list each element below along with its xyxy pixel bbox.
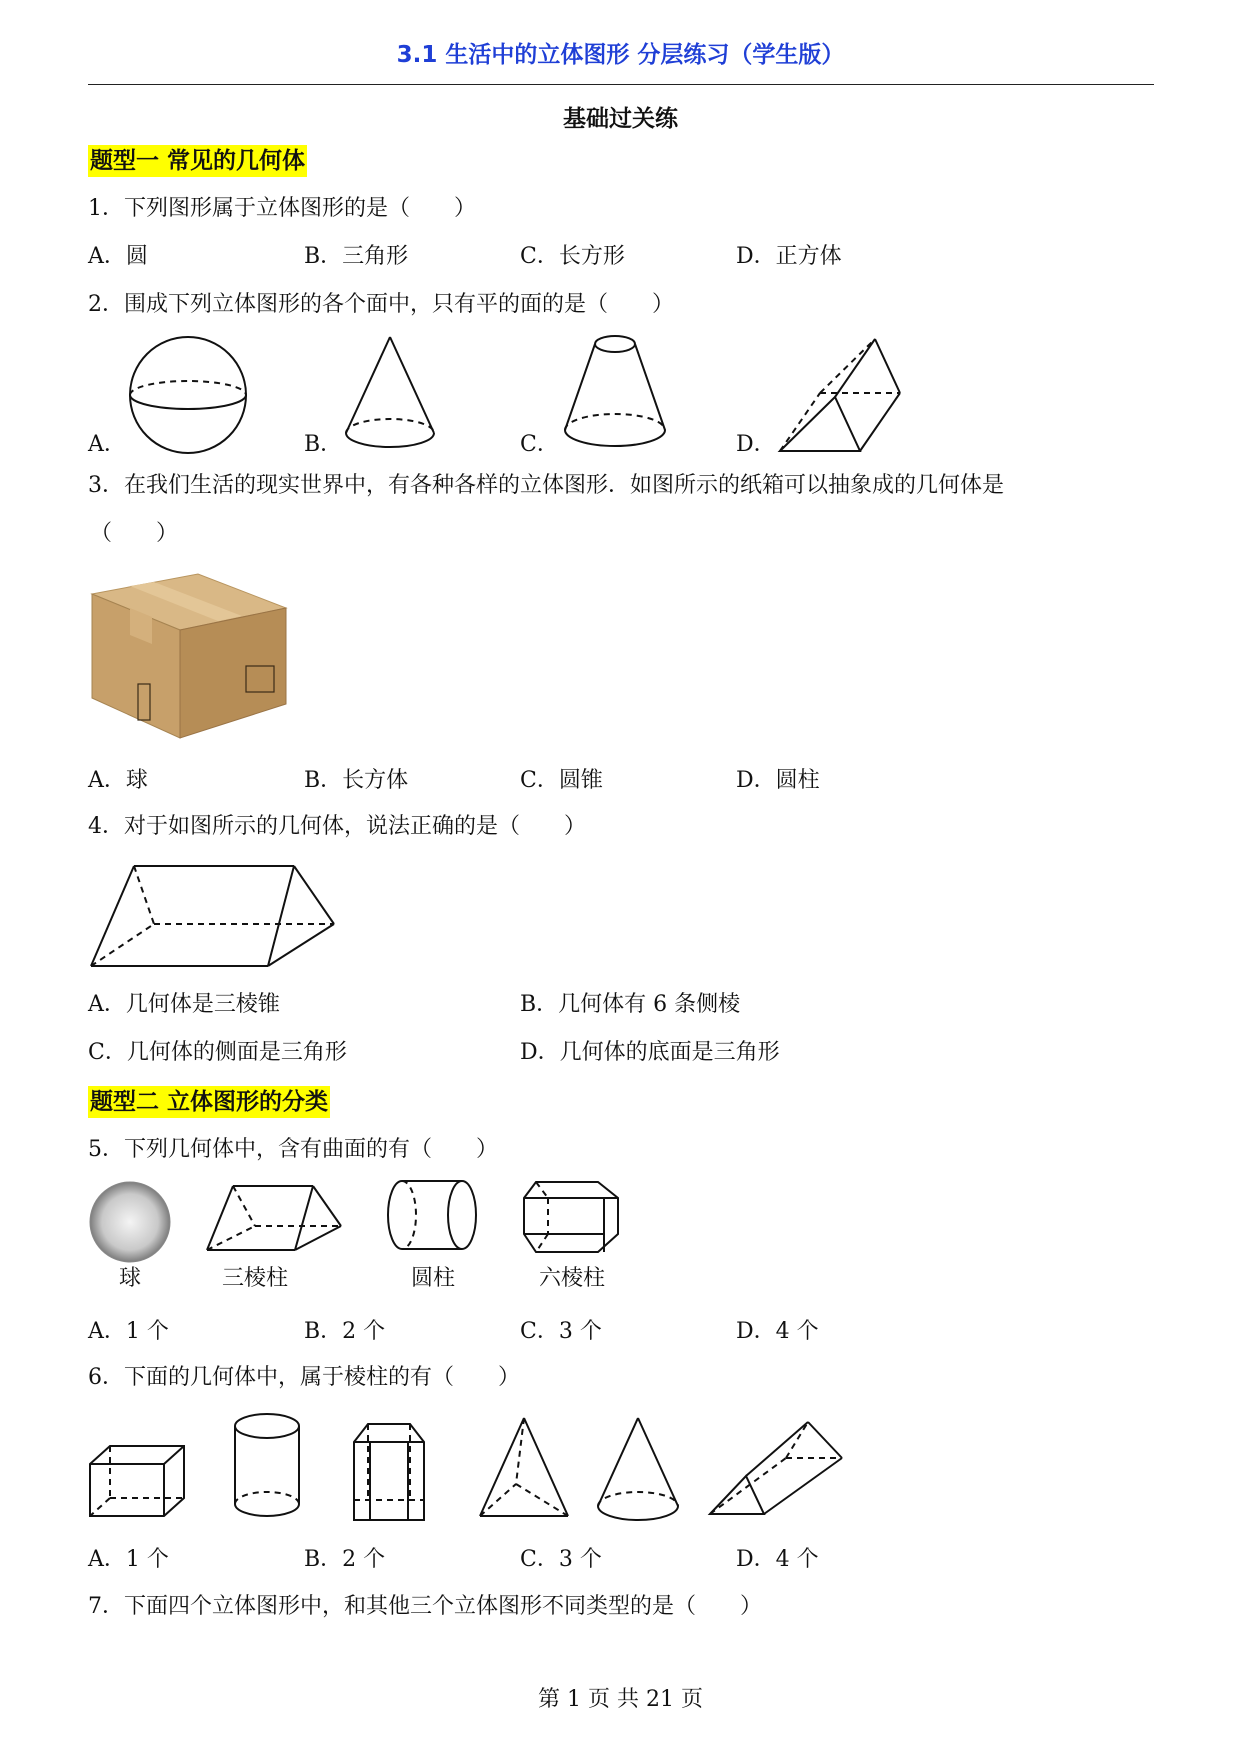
q1-option-d[interactable]: D．正方体 (736, 244, 842, 269)
q4-option-d[interactable]: D．几何体的底面是三角形 (520, 1040, 780, 1065)
cardboard-box-image (90, 572, 290, 742)
q1-option-b[interactable]: B．三角形 (304, 244, 409, 269)
small-cone-figure (594, 1414, 684, 1524)
q4-option-b[interactable]: B．几何体有 6 条侧棱 (520, 992, 741, 1017)
q4-option-c[interactable]: C．几何体的侧面是三角形 (88, 1040, 347, 1065)
upright-cylinder-figure (233, 1412, 303, 1522)
page-title: 3.1 生活中的立体图形 分层练习（学生版） (396, 42, 845, 68)
caption-triangular-prism: 三棱柱 (221, 1266, 288, 1291)
cuboid-figure (88, 1442, 188, 1520)
triangular-prism-lying-figure (88, 862, 338, 972)
caption-hexagonal-prism: 六棱柱 (538, 1266, 605, 1291)
question-6-stem: 6．下面的几何体中，属于棱柱的有（ ） (88, 1365, 520, 1390)
q3-option-a[interactable]: A．球 (88, 768, 148, 793)
hexagonal-prism-figure (522, 1178, 622, 1258)
question-5-stem: 5．下列几何体中，含有曲面的有（ ） (88, 1137, 498, 1162)
q2-option-a[interactable]: A． (88, 432, 126, 457)
q4-option-a[interactable]: A．几何体是三棱锥 (88, 992, 280, 1017)
q5-option-b[interactable]: B．2 个 (304, 1319, 386, 1344)
question-7-stem: 7．下面四个立体图形中，和其他三个立体图形不同类型的是（ ） (88, 1594, 762, 1619)
q3-option-b[interactable]: B．长方体 (304, 768, 409, 793)
header-rule (88, 84, 1154, 85)
caption-sphere: 球 (118, 1266, 141, 1291)
question-1-stem: 1．下列图形属于立体图形的是（ ） (88, 196, 476, 221)
question-3-stem-cont: （ ） (90, 521, 179, 546)
q2-option-b[interactable]: B． (304, 432, 343, 457)
section-label-2: 题型二 立体图形的分类 (88, 1086, 330, 1118)
q6-option-d[interactable]: D．4 个 (736, 1547, 819, 1572)
shaded-sphere-figure (88, 1180, 178, 1270)
frustum-figure (560, 330, 670, 460)
triangular-prism-figure (775, 335, 905, 455)
slanted-triangular-prism-figure (706, 1418, 846, 1520)
q6-option-b[interactable]: B．2 个 (304, 1547, 386, 1572)
section-label-1: 题型一 常见的几何体 (88, 145, 307, 177)
section-subtitle: 基础过关练 (563, 106, 678, 132)
q3-option-c[interactable]: C．圆锥 (520, 768, 603, 793)
q6-option-c[interactable]: C．3 个 (520, 1547, 602, 1572)
pentagonal-prism-figure (350, 1420, 430, 1526)
q1-option-c[interactable]: C．长方形 (520, 244, 625, 269)
cone-figure (340, 333, 440, 458)
q2-option-d[interactable]: D． (736, 432, 776, 457)
lying-cylinder-figure (386, 1177, 482, 1257)
q6-option-a[interactable]: A．1 个 (88, 1547, 169, 1572)
q2-option-c[interactable]: C． (520, 432, 559, 457)
caption-cylinder: 圆柱 (410, 1266, 455, 1291)
question-3-stem: 3．在我们生活的现实世界中，有各种各样的立体图形．如图所示的纸箱可以抽象成的几何体是 (88, 473, 1005, 498)
question-2-stem: 2．围成下列立体图形的各个面中，只有平的面的是（ ） (88, 292, 674, 317)
page-number: 第 1 页 共 21 页 (538, 1687, 703, 1712)
q5-option-c[interactable]: C．3 个 (520, 1319, 602, 1344)
q5-option-d[interactable]: D．4 个 (736, 1319, 819, 1344)
q1-option-a[interactable]: A．圆 (88, 244, 148, 269)
question-4-stem: 4．对于如图所示的几何体，说法正确的是（ ） (88, 814, 586, 839)
q5-option-a[interactable]: A．1 个 (88, 1319, 169, 1344)
small-triangular-prism-figure (205, 1182, 345, 1254)
sphere-figure (125, 335, 255, 455)
q3-option-d[interactable]: D．圆柱 (736, 768, 820, 793)
triangular-pyramid-figure (476, 1414, 572, 1524)
